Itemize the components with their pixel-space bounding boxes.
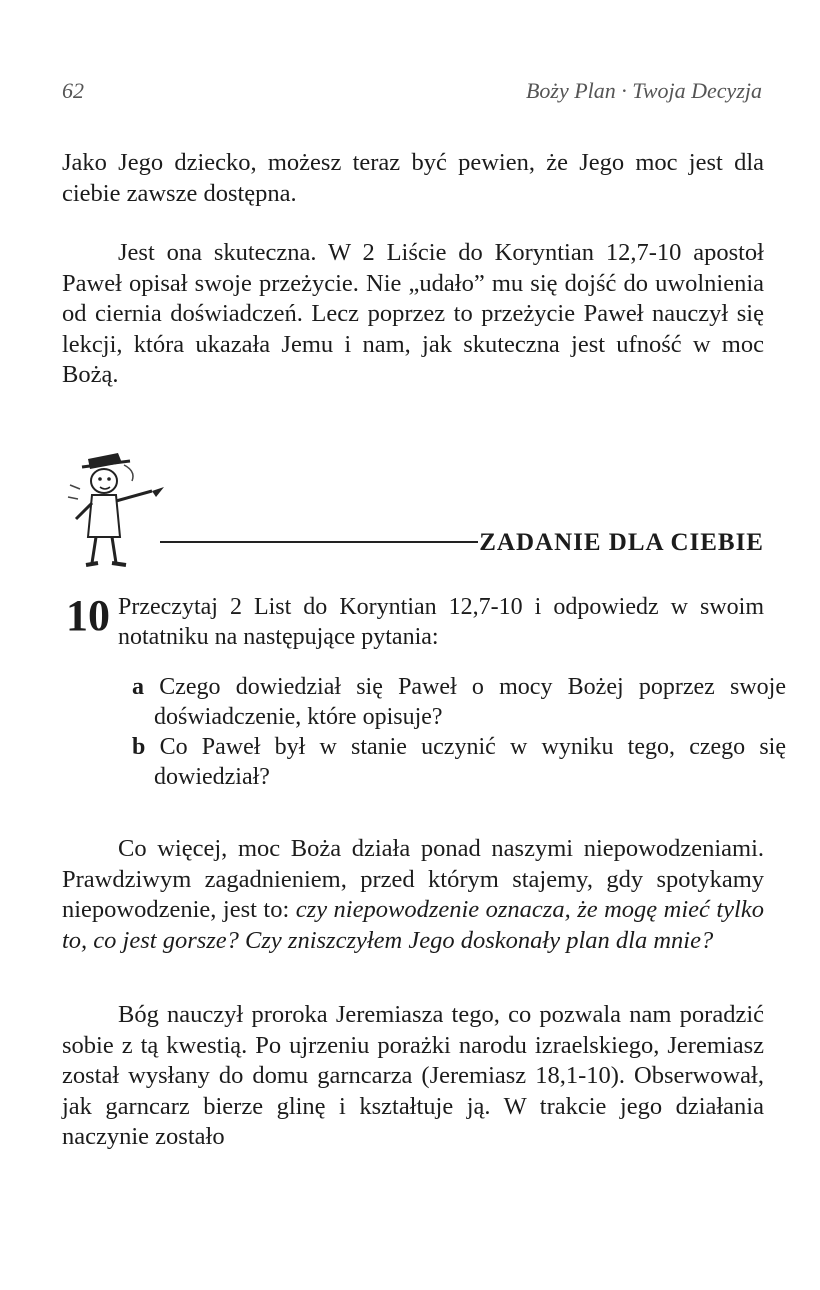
task-question-a bbox=[132, 672, 786, 732]
paragraph-1: Jako Jego dziecko, możesz teraz być pewien, że Jego moc jest dla ciebie zawsze dostępna. bbox=[62, 149, 764, 207]
paragraph-4: Bóg nauczył proroka Jeremiasza tego, co pozwala nam poradzić sobie z tą kwestią. Po ujrzeniu porażki narodu izraelskiego, Jeremiasz został wysłany do domu garncarza (Jeremiasz 18,1-10). Obserwował, jak garncarz bierze glinę i kształtuje ją. W trakcie jego działania naczynie zostało bbox=[62, 1001, 764, 1150]
task-header bbox=[60, 445, 770, 575]
task-title: ZADANIE DLA CIEBIE bbox=[479, 529, 764, 556]
question-text: Co Paweł był w stanie uczynić w wyniku tego, czego się dowiedział? bbox=[154, 734, 787, 790]
paragraph-3-question: czy niepowodzenie oznacza, że mogę mieć tylko to, co jest gorsze? Czy zniszczyłem Jego doskonały plan dla mnie? bbox=[62, 896, 764, 954]
task-question-b bbox=[132, 732, 786, 792]
page-header bbox=[62, 78, 762, 108]
paragraph-3-text: Co więcej, moc Boża działa ponad naszymi niepowodzeniami. Prawdziwym zagadnieniem, przed którym stajemy, gdy spotykamy niepowodzenie, jest to: bbox=[62, 835, 764, 923]
running-title: Boży Plan · Twoja Decyzja bbox=[525, 78, 762, 103]
question-letter: a bbox=[132, 674, 144, 700]
page-number: 62 bbox=[62, 78, 84, 103]
task-number: 10 bbox=[66, 591, 110, 640]
question-letter: b bbox=[132, 734, 146, 760]
task-divider bbox=[160, 541, 478, 543]
task-instruction: Przeczytaj 2 List do Koryntian 12,7-10 i odpowiedz w swoim notatniku na następujące pytania: bbox=[118, 594, 764, 650]
paragraph-2: Jest ona skuteczna. W 2 Liście do Koryntian 12,7-10 apostoł Paweł opisał swoje przeżycie. Nie „udało” mu się dojść do uwolnienia od ciernia doświadczeń. Lecz poprzez to przeżycie Paweł nauczył się lekcji, która ukazała Jemu i nam, jak skuteczna jest ufność w moc Bożą. bbox=[62, 239, 764, 388]
question-text: Czego dowiedział się Paweł o mocy Bożej poprzez swoje doświadczenie, które opisuje? bbox=[154, 674, 786, 730]
student-writing-icon bbox=[60, 445, 170, 575]
paragraph-3 bbox=[62, 834, 764, 956]
